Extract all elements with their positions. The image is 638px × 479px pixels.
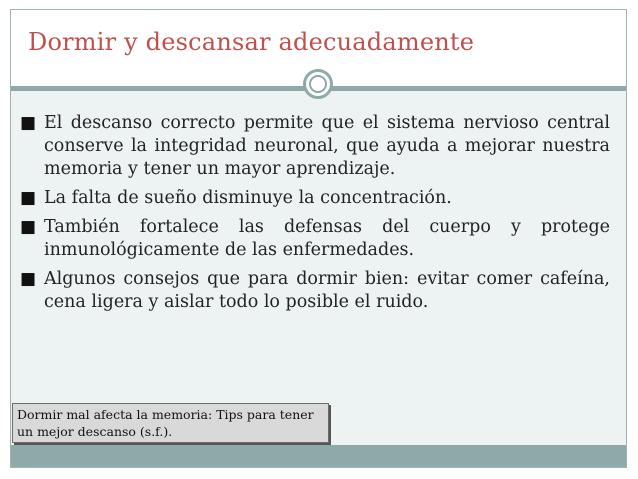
bullet-text: Algunos consejos que para dormir bien: evitar comer cafeína, cena ligera y aislar todo lo posible el ruido. xyxy=(44,269,610,312)
bullet-list xyxy=(20,112,610,320)
circle-ornament-icon xyxy=(303,69,333,99)
bottom-accent-bar xyxy=(11,445,626,467)
bullet-item xyxy=(20,112,610,181)
citation-caption: Dormir mal afecta la memoria: Tips para tener un mejor descanso (s.f.). xyxy=(12,403,329,443)
bullet-text: El descanso correcto permite que el sistema nervioso central conserve la integridad neuronal, que ayuda a mejorar nuestra memoria y tener un mayor aprendizaje. xyxy=(44,113,610,179)
square-bullet-icon: ■ xyxy=(20,217,37,237)
square-bullet-icon: ■ xyxy=(20,113,37,133)
bullet-text: La falta de sueño disminuye la concentración. xyxy=(44,188,452,208)
bullet-item xyxy=(20,216,610,262)
bullet-item xyxy=(20,268,610,314)
square-bullet-icon: ■ xyxy=(20,188,37,208)
slide-title: Dormir y descansar adecuadamente xyxy=(28,28,475,56)
bullet-text: También fortalece las defensas del cuerpo y protege inmunológicamente de las enfermedades. xyxy=(44,217,610,260)
bullet-item xyxy=(20,187,610,210)
square-bullet-icon: ■ xyxy=(20,269,37,289)
